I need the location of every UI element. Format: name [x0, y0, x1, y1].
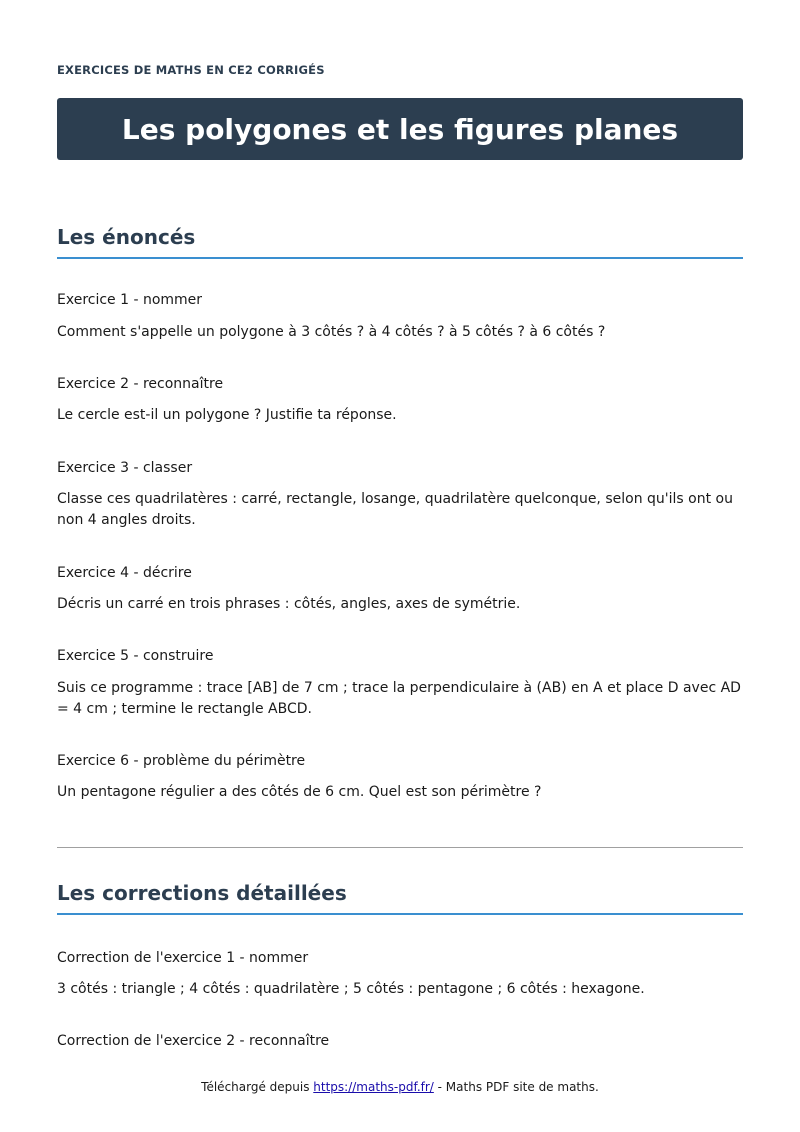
exercise-1-title: Exercice 1 - nommer [57, 292, 203, 308]
exercise-3-body: Classe ces quadrilatères : carré, rectangle, losange, quadrilatère quelconque, selon qu'ils ont ou non 4 angles droits. [57, 491, 733, 528]
document-kicker: EXERCICES DE MATHS EN CE2 CORRIGÉS [57, 63, 325, 77]
exercise-5-body: Suis ce programme : trace [AB] de 7 cm ; trace la perpendiculaire à (AB) en A et place D avec AD = 4 cm ; termine le rectangle ABCD. [57, 680, 741, 717]
footer-suffix: - Maths PDF site de maths. [433, 1080, 599, 1094]
exercise-3-title: Exercice 3 - classer [57, 460, 193, 476]
statements-heading: Les énoncés [57, 225, 743, 259]
exercise-4-body: Décris un carré en trois phrases : côtés, angles, axes de symétrie. [57, 596, 521, 612]
page-footer [0, 1080, 800, 1094]
correction-1-body: 3 côtés : triangle ; 4 côtés : quadrilatère ; 5 côtés : pentagone ; 6 côtés : hexagone. [57, 981, 645, 997]
exercise-5-title: Exercice 5 - construire [57, 648, 214, 664]
correction-1-title: Correction de l'exercice 1 - nommer [57, 950, 309, 966]
exercise-6-body: Un pentagone régulier a des côtés de 6 cm. Quel est son périmètre ? [57, 784, 542, 800]
page-title: Les polygones et les figures planes [121, 112, 679, 146]
section-divider [57, 847, 743, 848]
footer-link[interactable]: https://maths-pdf.fr/ [313, 1080, 434, 1094]
exercise-6-title: Exercice 6 - problème du périmètre [57, 753, 306, 769]
exercise-2-body: Le cercle est-il un polygone ? Justifie ta réponse. [57, 407, 397, 423]
exercise-4-title: Exercice 4 - décrire [57, 565, 192, 581]
correction-2-title: Correction de l'exercice 2 - reconnaître [57, 1033, 330, 1049]
footer-prefix: Téléchargé depuis [201, 1080, 314, 1094]
corrections-heading: Les corrections détaillées [57, 881, 743, 915]
title-banner [57, 98, 743, 160]
exercise-2-title: Exercice 2 - reconnaître [57, 376, 224, 392]
exercise-1-body: Comment s'appelle un polygone à 3 côtés ? à 4 côtés ? à 5 côtés ? à 6 côtés ? [57, 324, 606, 340]
